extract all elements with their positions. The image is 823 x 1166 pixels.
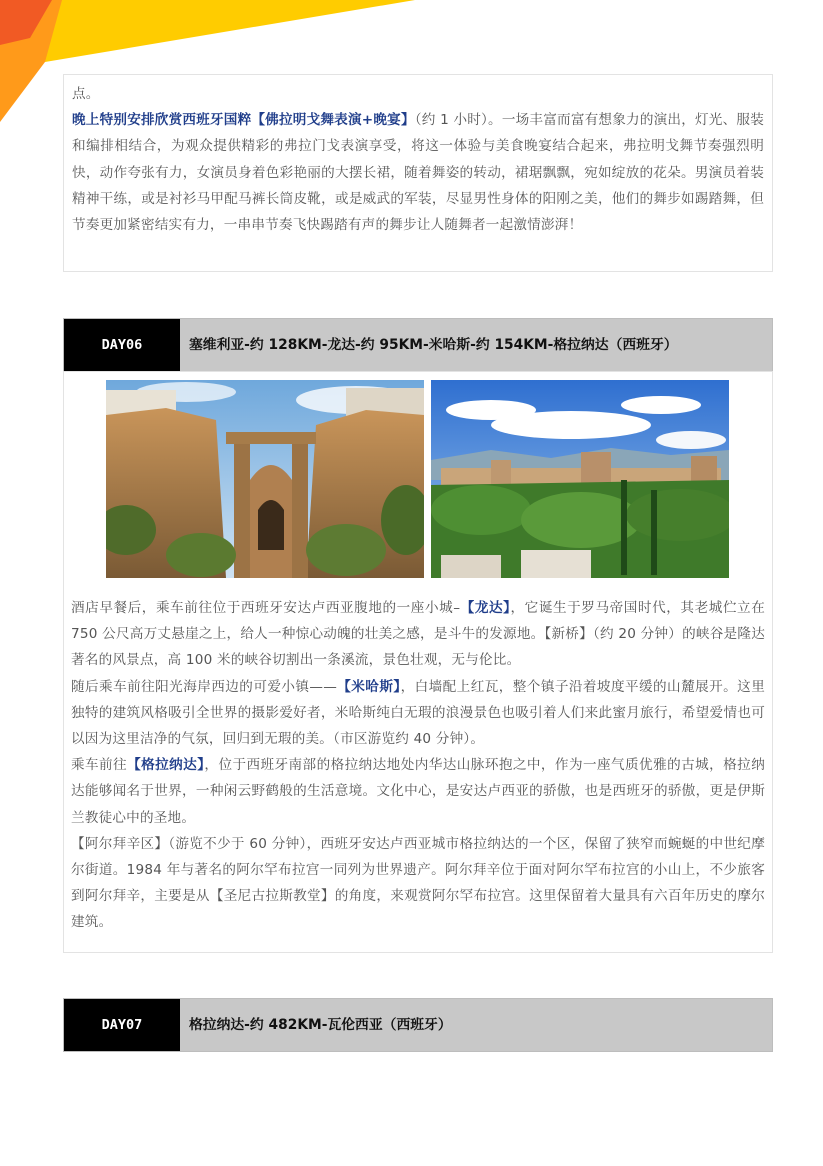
day07-tag: DAY07 [64, 999, 180, 1051]
granada-intro: 乘车前往 [71, 757, 128, 774]
day06-header [63, 318, 773, 372]
ronda-intro: 酒店早餐后，乘车前往位于西班牙安达卢西亚腹地的一座小城– [71, 600, 461, 616]
evening-section [63, 74, 773, 272]
mijas-intro: 随后乘车前往阳光海岸西边的可爱小镇—— [71, 678, 338, 695]
albaicin-paragraph: 【阿尔拜辛区】（游览不少于 60 分钟），西班牙安达卢西亚城市格拉纳达的一个区，保留了狭窄而蜿蜒的中世纪摩尔街道。1984 年与著名的阿尔罕布拉宫一同列为世界遗产。阿尔拜辛位于面对阿尔罕布拉宫的小山上，不少旅客到阿尔拜辛，主要是从【圣尼古拉斯教堂】的角度，来观赏阿尔罕布拉宫。这里保留着大量具有六百年历史的摩尔建筑。 [71, 835, 765, 931]
alhambra-photo [431, 380, 729, 578]
ronda-text: ，它诞生于罗马帝国时代，其老城伫立在 750 公尺高万丈悬崖之上，给人一种惊心动魄的壮美之感，是斗牛的发源地。【新桥】（约 20 分钟）的峡谷是隆达著名的风景点，高 100 米的峡谷切割出一条溪流，景色壮观，无与伦比。 [71, 600, 765, 669]
mijas-paragraph [71, 674, 765, 753]
flamenco-highlight: 晚上特别安排欣赏西班牙国粹【佛拉明戈舞表演+晚宴】 [72, 112, 415, 129]
day07-title: 格拉纳达-约 482KM-瓦伦西亚（西班牙） [189, 1017, 452, 1033]
flamenco-text: （约 1 小时）。一场丰富而富有想象力的演出，灯光、服装和编排相结合，为观众提供精彩的弗拉门戈表演享受，将这一体验与美食晚宴结合起来，弗拉明戈舞节奏强烈明快，动作夸张有力，女演员身着色彩艳丽的大摆长裙，随着舞姿的转动，裙琚飘飘，宛如绽放的花朵。男演员着装精神干练，或是衬衫马甲配马裤长筒皮靴，或是威武的军装，尽显男性身体的阳刚之美，他们的舞步如踢踏舞，但节奏更加紧密结实有力，一串串节奏飞快踢踏有声的舞步让人随舞者一起激情澎湃！ [72, 112, 764, 234]
flamenco-paragraph [72, 107, 764, 238]
ronda-paragraph [71, 595, 765, 674]
ronda-bridge-photo [106, 380, 424, 578]
day06-title: 塞维利亚-约 128KM-龙达-约 95KM-米哈斯-约 154KM-格拉纳达（西班牙） [189, 337, 678, 353]
granada-text: ，位于西班牙南部的格拉纳达地处内华达山脉环抱之中，作为一座气质优雅的古城，格拉纳达能够闻名于世界，一种闲云野鹤般的生活意境。文化中心，是安达卢西亚的骄傲，也是西班牙的骄傲，更是伊斯兰教徒心中的圣地。 [71, 757, 765, 826]
granada-highlight: 【格拉纳达】 [127, 757, 205, 774]
paragraph-fragment: 点。 [72, 86, 100, 102]
day06-text [71, 595, 765, 936]
day06-tag: DAY06 [64, 319, 180, 371]
mijas-text: ，白墙配上红瓦，整个镇子沿着坡度平缓的山麓展开。这里独特的建筑风格吸引全世界的摄影爱好者，米哈斯纯白无瑕的浪漫景色也吸引着人们来此蜜月旅行，希望爱情也可以因为这里洁净的气氛，回归到无瑕的美。（市区游览约 40 分钟）。 [71, 678, 765, 748]
day07-header [63, 998, 773, 1052]
mijas-highlight: 【米哈斯】 [337, 678, 401, 695]
granada-paragraph [71, 752, 765, 831]
ronda-highlight: 【龙达】 [460, 600, 511, 616]
